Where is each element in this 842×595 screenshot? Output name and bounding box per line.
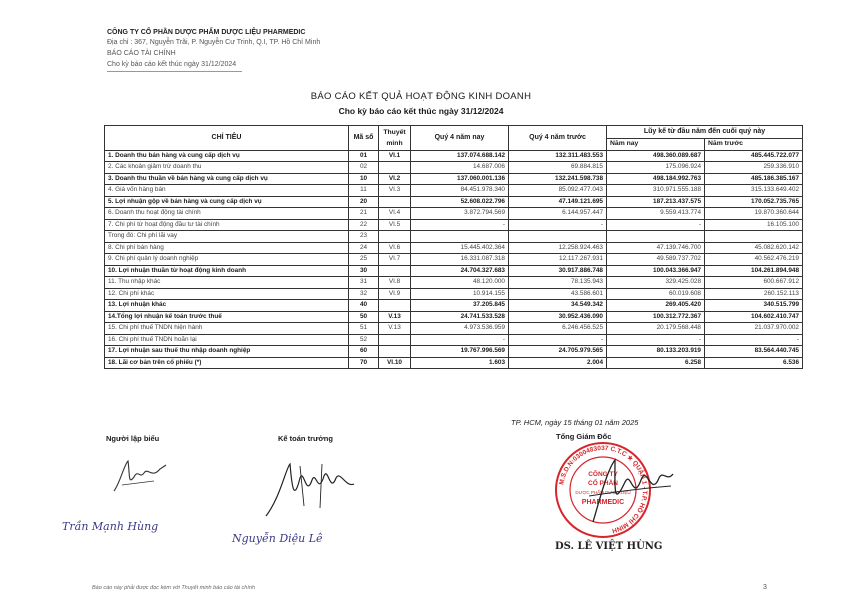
row-ytd-this-year: 329.425.028 bbox=[607, 277, 705, 289]
row-note bbox=[379, 346, 411, 358]
row-code: 10 bbox=[349, 173, 379, 185]
row-ytd-this-year: 6.258 bbox=[607, 357, 705, 369]
svg-text:CÔNG TY: CÔNG TY bbox=[588, 471, 618, 478]
row-code: 70 bbox=[349, 357, 379, 369]
row-note: V.13 bbox=[379, 323, 411, 335]
row-q4-this-year: 14.687.006 bbox=[411, 162, 509, 174]
row-q4-this-year: 3.872.794.569 bbox=[411, 208, 509, 220]
table-row bbox=[105, 265, 803, 277]
row-ytd-this-year: 269.405.420 bbox=[607, 300, 705, 312]
row-ytd-prev-year: - bbox=[705, 334, 803, 346]
row-ytd-this-year: 100.312.772.367 bbox=[607, 311, 705, 323]
row-note bbox=[379, 162, 411, 174]
row-ytd-this-year: 60.019.608 bbox=[607, 288, 705, 300]
row-q4-prev-year: 47.149.121.695 bbox=[509, 196, 607, 208]
preparer-role: Người lập biểu bbox=[106, 434, 160, 443]
accountant-signature bbox=[260, 458, 360, 528]
row-item-label: 17. Lợi nhuận sau thuế thu nhập doanh nghiệp bbox=[105, 346, 349, 358]
page-number: 3 bbox=[763, 584, 767, 591]
table-row bbox=[105, 196, 803, 208]
row-ytd-prev-year: 340.515.799 bbox=[705, 300, 803, 312]
table-row bbox=[105, 254, 803, 266]
director-signature bbox=[585, 452, 675, 532]
director-role: Tổng Giám Đốc bbox=[556, 432, 612, 441]
row-note: VI.8 bbox=[379, 277, 411, 289]
row-q4-this-year: 15.445.402.364 bbox=[411, 242, 509, 254]
table-row bbox=[105, 277, 803, 289]
row-item-label: 10. Lợi nhuận thuần từ hoạt động kinh doanh bbox=[105, 265, 349, 277]
row-q4-prev-year: - bbox=[509, 219, 607, 231]
header-item: CHỈ TIÊU bbox=[105, 126, 349, 151]
svg-text:CỔ PHẦN: CỔ PHẦN bbox=[588, 480, 618, 487]
row-ytd-prev-year: 259.336.910 bbox=[705, 162, 803, 174]
table-row bbox=[105, 219, 803, 231]
footer-note: Báo cáo này phải được đọc kèm với Thuyết minh báo cáo tài chính bbox=[92, 585, 256, 591]
table-row bbox=[105, 300, 803, 312]
svg-text:PHARMEDIC: PHARMEDIC bbox=[581, 499, 625, 506]
report-period: Cho kỳ báo cáo kết thúc ngày 31/12/2024 bbox=[107, 61, 237, 68]
row-q4-prev-year: 30.917.886.748 bbox=[509, 265, 607, 277]
row-code: 60 bbox=[349, 346, 379, 358]
row-ytd-prev-year: 6.536 bbox=[705, 357, 803, 369]
row-q4-this-year: 137.074.688.142 bbox=[411, 150, 509, 162]
row-note: VI.6 bbox=[379, 242, 411, 254]
row-item-label: 9. Chi phí quản lý doanh nghiệp bbox=[105, 254, 349, 266]
row-code: 02 bbox=[349, 162, 379, 174]
row-code: 50 bbox=[349, 311, 379, 323]
table-row bbox=[105, 288, 803, 300]
row-code: 11 bbox=[349, 185, 379, 197]
row-item-label: 6. Doanh thu hoạt động tài chính bbox=[105, 208, 349, 220]
company-address: Địa chỉ : 367, Nguyễn Trãi, P. Nguyễn Cư Trinh, Q.I, TP. Hồ Chí Minh bbox=[107, 39, 321, 46]
row-item-label: 4. Giá vốn hàng bán bbox=[105, 185, 349, 197]
row-q4-this-year bbox=[411, 231, 509, 243]
row-note: VI.9 bbox=[379, 288, 411, 300]
header-ytd-prev-year: Năm trước bbox=[705, 139, 803, 151]
row-ytd-this-year: 310.971.555.188 bbox=[607, 185, 705, 197]
row-item-label: 7. Chi phí từ hoạt động đầu tư tài chính bbox=[105, 219, 349, 231]
row-q4-prev-year: 43.586.601 bbox=[509, 288, 607, 300]
table-row bbox=[105, 242, 803, 254]
row-ytd-prev-year: 40.562.476.219 bbox=[705, 254, 803, 266]
row-q4-prev-year: - bbox=[509, 334, 607, 346]
row-item-label: Trong đó: Chi phí lãi vay bbox=[105, 231, 349, 243]
row-q4-prev-year: 2.004 bbox=[509, 357, 607, 369]
row-item-label: 14.Tổng lợi nhuận kế toán trước thuế bbox=[105, 311, 349, 323]
row-q4-prev-year bbox=[509, 231, 607, 243]
row-q4-prev-year: 12.258.924.463 bbox=[509, 242, 607, 254]
row-code: 30 bbox=[349, 265, 379, 277]
row-q4-this-year: - bbox=[411, 219, 509, 231]
row-q4-this-year: 10.914.155 bbox=[411, 288, 509, 300]
place-date: TP. HCM, ngày 15 tháng 01 năm 2025 bbox=[511, 418, 639, 427]
row-item-label: 12. Chi phí khác bbox=[105, 288, 349, 300]
row-q4-this-year: 4.973.536.959 bbox=[411, 323, 509, 335]
row-item-label: 1. Doanh thu bán hàng và cung cấp dịch vụ bbox=[105, 150, 349, 162]
row-ytd-prev-year: 315.133.649.402 bbox=[705, 185, 803, 197]
table-row bbox=[105, 346, 803, 358]
row-item-label: 15. Chi phí thuế TNDN hiện hành bbox=[105, 323, 349, 335]
row-q4-prev-year: 85.092.477.043 bbox=[509, 185, 607, 197]
row-q4-this-year: 137.060.001.136 bbox=[411, 173, 509, 185]
row-ytd-prev-year: 83.564.440.745 bbox=[705, 346, 803, 358]
header-note: Thuyết minh bbox=[379, 126, 411, 151]
row-note bbox=[379, 196, 411, 208]
row-note bbox=[379, 231, 411, 243]
row-q4-this-year: 1.603 bbox=[411, 357, 509, 369]
row-item-label: 2. Các khoản giảm trừ doanh thu bbox=[105, 162, 349, 174]
row-code: 51 bbox=[349, 323, 379, 335]
row-ytd-prev-year: 485.186.385.167 bbox=[705, 173, 803, 185]
table-row bbox=[105, 334, 803, 346]
row-code: 24 bbox=[349, 242, 379, 254]
row-ytd-prev-year: 170.052.735.765 bbox=[705, 196, 803, 208]
table-row bbox=[105, 323, 803, 335]
row-code: 22 bbox=[349, 219, 379, 231]
row-code: 40 bbox=[349, 300, 379, 312]
row-q4-this-year: - bbox=[411, 334, 509, 346]
table-row bbox=[105, 162, 803, 174]
company-name: CÔNG TY CỔ PHẦN DƯỢC PHẨM DƯỢC LIỆU PHARMEDIC bbox=[107, 29, 306, 36]
header-q4-prev-year: Quý 4 năm trước bbox=[509, 126, 607, 151]
row-item-label: 5. Lợi nhuận gộp về bán hàng và cung cấp dịch vụ bbox=[105, 196, 349, 208]
table-row bbox=[105, 150, 803, 162]
table-row bbox=[105, 208, 803, 220]
row-code: 01 bbox=[349, 150, 379, 162]
row-ytd-prev-year bbox=[705, 231, 803, 243]
row-q4-prev-year: 132.311.483.553 bbox=[509, 150, 607, 162]
row-note bbox=[379, 300, 411, 312]
report-subtitle: Cho kỳ báo cáo kết thúc ngày 31/12/2024 bbox=[338, 106, 504, 116]
director-name: DS. LÊ VIỆT HÙNG bbox=[555, 541, 663, 552]
row-note bbox=[379, 334, 411, 346]
income-statement-table bbox=[104, 125, 803, 369]
header-ytd: Lũy kế từ đầu năm đến cuối quý này bbox=[607, 126, 803, 139]
row-note: VI.7 bbox=[379, 254, 411, 266]
row-item-label: 3. Doanh thu thuần về bán hàng và cung cấp dịch vụ bbox=[105, 173, 349, 185]
row-ytd-this-year: 49.589.737.702 bbox=[607, 254, 705, 266]
row-q4-prev-year: 132.241.598.738 bbox=[509, 173, 607, 185]
accountant-role: Kế toán trưởng bbox=[278, 434, 333, 443]
row-ytd-this-year bbox=[607, 231, 705, 243]
row-ytd-prev-year: 485.445.722.077 bbox=[705, 150, 803, 162]
row-note bbox=[379, 265, 411, 277]
row-ytd-this-year: 498.184.992.763 bbox=[607, 173, 705, 185]
row-code: 25 bbox=[349, 254, 379, 266]
row-ytd-this-year: 175.096.924 bbox=[607, 162, 705, 174]
row-code: 20 bbox=[349, 196, 379, 208]
row-q4-prev-year: 6.144.957.447 bbox=[509, 208, 607, 220]
preparer-signature bbox=[110, 455, 170, 497]
row-ytd-this-year: 80.133.203.919 bbox=[607, 346, 705, 358]
row-item-label: 16. Chi phí thuế TNDN hoãn lại bbox=[105, 334, 349, 346]
row-item-label: 11. Thu nhập khác bbox=[105, 277, 349, 289]
row-q4-prev-year: 24.705.979.565 bbox=[509, 346, 607, 358]
row-note: VI.10 bbox=[379, 357, 411, 369]
row-ytd-this-year: 100.043.366.947 bbox=[607, 265, 705, 277]
svg-text:M.S.D.N:0300483037 C.T.C ★ QUẬ: M.S.D.N:0300483037 C.T.C ★ QUẬN 1 - T.P. HỒ CHÍ MINH bbox=[558, 444, 649, 534]
row-ytd-this-year: 20.179.568.448 bbox=[607, 323, 705, 335]
header-ytd-this-year: Năm nay bbox=[607, 139, 705, 151]
row-code: 31 bbox=[349, 277, 379, 289]
accountant-name: Nguyễn Diệu Lê bbox=[232, 532, 323, 545]
row-item-label: 13. Lợi nhuận khác bbox=[105, 300, 349, 312]
row-q4-this-year: 48.120.000 bbox=[411, 277, 509, 289]
row-ytd-this-year: 187.213.437.575 bbox=[607, 196, 705, 208]
header-divider bbox=[107, 71, 242, 72]
row-code: 32 bbox=[349, 288, 379, 300]
row-code: 23 bbox=[349, 231, 379, 243]
row-q4-prev-year: 69.884.815 bbox=[509, 162, 607, 174]
row-q4-this-year: 24.741.533.528 bbox=[411, 311, 509, 323]
row-ytd-prev-year: 19.870.360.644 bbox=[705, 208, 803, 220]
report-title: BÁO CÁO KẾT QUẢ HOẠT ĐỘNG KINH DOANH bbox=[310, 91, 532, 102]
row-q4-prev-year: 30.952.436.090 bbox=[509, 311, 607, 323]
row-code: 52 bbox=[349, 334, 379, 346]
row-note: VI.3 bbox=[379, 185, 411, 197]
row-q4-this-year: 19.767.996.569 bbox=[411, 346, 509, 358]
row-q4-prev-year: 78.135.943 bbox=[509, 277, 607, 289]
table-row bbox=[105, 231, 803, 243]
row-note: VI.1 bbox=[379, 150, 411, 162]
row-item-label: 8. Chi phí bán hàng bbox=[105, 242, 349, 254]
table-row bbox=[105, 185, 803, 197]
row-ytd-this-year: 47.139.746.700 bbox=[607, 242, 705, 254]
row-ytd-prev-year: 21.037.970.002 bbox=[705, 323, 803, 335]
row-q4-prev-year: 34.549.342 bbox=[509, 300, 607, 312]
report-type: BÁO CÁO TÀI CHÍNH bbox=[107, 50, 176, 57]
row-q4-this-year: 16.331.087.318 bbox=[411, 254, 509, 266]
table-row bbox=[105, 173, 803, 185]
preparer-name: Trần Mạnh Hùng bbox=[62, 520, 159, 533]
table-row bbox=[105, 311, 803, 323]
row-q4-prev-year: 6.246.456.525 bbox=[509, 323, 607, 335]
row-q4-this-year: 24.704.327.683 bbox=[411, 265, 509, 277]
row-ytd-this-year: - bbox=[607, 334, 705, 346]
header-code: Mã số bbox=[349, 126, 379, 151]
row-ytd-prev-year: 260.152.113 bbox=[705, 288, 803, 300]
row-item-label: 18. Lãi cơ bản trên cổ phiếu (*) bbox=[105, 357, 349, 369]
row-ytd-prev-year: 45.082.620.142 bbox=[705, 242, 803, 254]
row-ytd-prev-year: 104.602.410.747 bbox=[705, 311, 803, 323]
row-note: VI.2 bbox=[379, 173, 411, 185]
row-q4-prev-year: 12.117.267.931 bbox=[509, 254, 607, 266]
table-row bbox=[105, 357, 803, 369]
row-ytd-prev-year: 104.261.894.948 bbox=[705, 265, 803, 277]
row-ytd-this-year: 498.360.089.687 bbox=[607, 150, 705, 162]
row-q4-this-year: 52.608.022.796 bbox=[411, 196, 509, 208]
svg-text:DƯỢC PHẨM DƯỢC LIỆU: DƯỢC PHẨM DƯỢC LIỆU bbox=[575, 490, 631, 495]
row-note: VI.4 bbox=[379, 208, 411, 220]
row-code: 21 bbox=[349, 208, 379, 220]
row-ytd-this-year: 9.559.413.774 bbox=[607, 208, 705, 220]
row-note: V.13 bbox=[379, 311, 411, 323]
row-q4-this-year: 37.205.845 bbox=[411, 300, 509, 312]
row-ytd-prev-year: 16.105.100 bbox=[705, 219, 803, 231]
row-ytd-this-year: - bbox=[607, 219, 705, 231]
row-ytd-prev-year: 600.667.912 bbox=[705, 277, 803, 289]
row-note: VI.5 bbox=[379, 219, 411, 231]
header-q4-this-year: Quý 4 năm nay bbox=[411, 126, 509, 151]
row-q4-this-year: 84.451.978.340 bbox=[411, 185, 509, 197]
